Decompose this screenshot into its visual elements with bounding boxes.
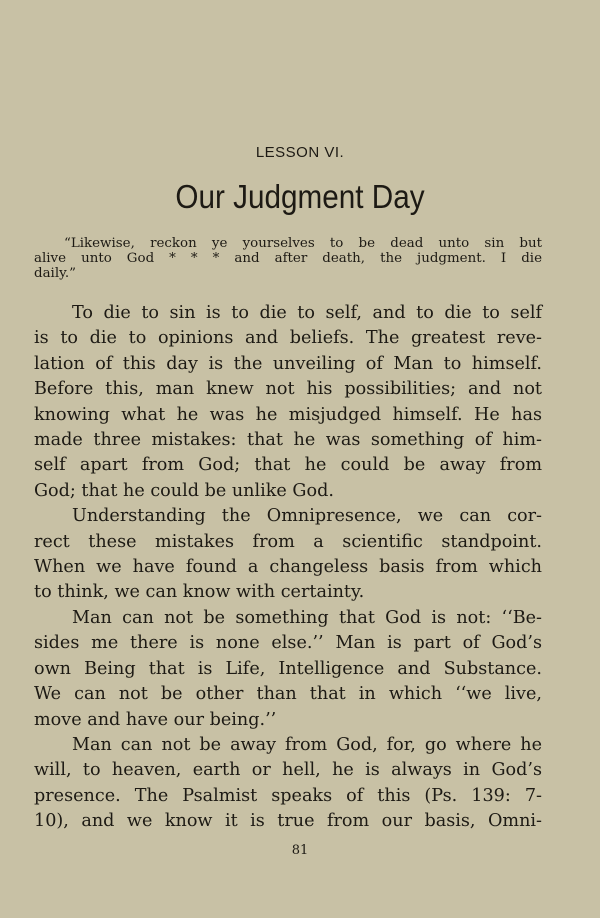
body-line: 10), and we know it is true from our basis, Omni- bbox=[34, 811, 542, 832]
epigraph bbox=[34, 236, 542, 281]
page-number: 81 bbox=[291, 843, 309, 858]
body-line: will, to heaven, earth or hell, he is always in God’s bbox=[34, 760, 542, 781]
body-line: Before this, man knew not his possibilities; and not bbox=[34, 379, 542, 400]
body-line: When we have found a changeless basis from which bbox=[34, 557, 542, 578]
body-line: to think, we can know with certainty. bbox=[34, 582, 365, 603]
body-line: made three mistakes: that he was something of him- bbox=[34, 430, 542, 451]
body-line: is to die to opinions and beliefs. The greatest reve- bbox=[34, 328, 542, 349]
body-line: knowing what he was he misjudged himself. He has bbox=[34, 404, 542, 425]
chapter-title: Our Judgment Day bbox=[175, 178, 425, 215]
body-line: sides me there is none else.’’ Man is part of God’s bbox=[34, 633, 542, 654]
lesson-heading: LESSON VI. bbox=[255, 144, 345, 161]
body-line: Man can not be away from God, for, go where he bbox=[72, 734, 542, 755]
body-line: God; that he could be unlike God. bbox=[34, 480, 334, 501]
body-line: self apart from God; that he could be away from bbox=[34, 455, 542, 476]
body-line: presence. The Psalmist speaks of this (Ps. 139: 7- bbox=[34, 785, 542, 806]
epigraph-line: alive unto God * * * and after death, the judgment. I die bbox=[34, 251, 542, 266]
body-line: rect these mistakes from a scientific standpoint. bbox=[34, 531, 542, 552]
body-line: Man can not be something that God is not: ‘‘Be- bbox=[72, 607, 542, 628]
body-line: move and have our being.’’ bbox=[34, 709, 277, 730]
body-line: We can not be other than that in which ‘‘we live, bbox=[34, 684, 542, 705]
body-text bbox=[34, 301, 542, 835]
epigraph-line: “Likewise, reckon ye yourselves to be dead unto sin but bbox=[64, 236, 542, 251]
body-line: lation of this day is the unveiling of Man to himself. bbox=[34, 353, 542, 374]
body-line: own Being that is Life, Intelligence and Substance. bbox=[34, 658, 542, 679]
epigraph-line: daily.” bbox=[34, 266, 77, 281]
body-line: Understanding the Omnipresence, we can cor- bbox=[72, 506, 542, 527]
body-line: To die to sin is to die to self, and to die to self bbox=[72, 303, 542, 323]
